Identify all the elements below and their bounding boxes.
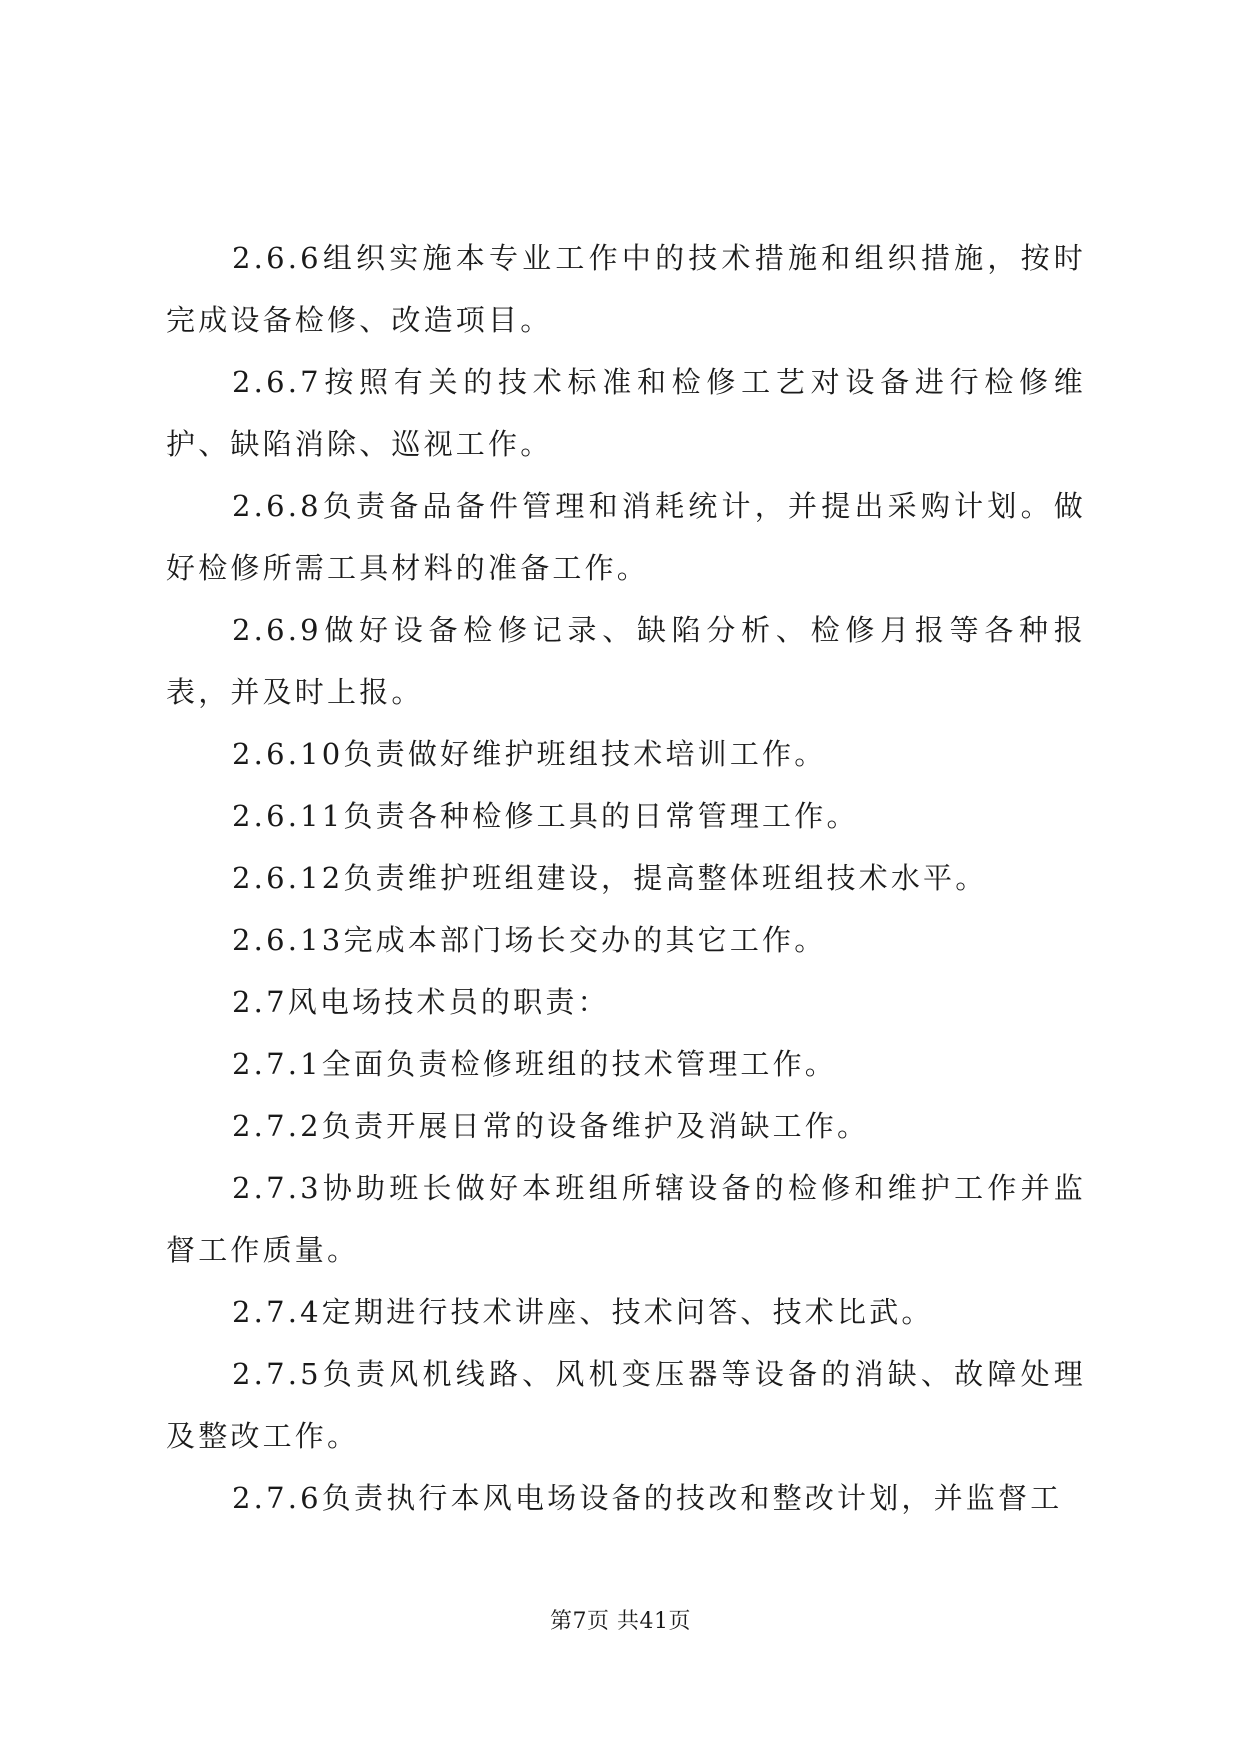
paragraph-2-7-3: 2.7.3协助班长做好本班组所辖设备的检修和维护工作并监督工作质量。 <box>166 1171 1086 1267</box>
paragraph-2-6-13: 2.6.13完成本部门场长交办的其它工作。 <box>232 923 827 957</box>
paragraph-2-6-8: 2.6.8负责备品备件管理和消耗统计，并提出采购计划。做好检修所需工具材料的准备工作。 <box>166 489 1086 585</box>
paragraph-2-7-4: 2.7.4定期进行技术讲座、技术问答、技术比武。 <box>232 1295 934 1329</box>
paragraph-2-7-1: 2.7.1全面负责检修班组的技术管理工作。 <box>232 1047 837 1081</box>
page-number-label: 第7页 共41页 <box>550 1609 691 1634</box>
paragraph-2-7-5: 2.7.5负责风机线路、风机变压器等设备的消缺、故障处理及整改工作。 <box>166 1357 1086 1453</box>
page-footer <box>0 1604 1241 1635</box>
paragraph-2-6-6: 2.6.6组织实施本专业工作中的技术措施和组织措施，按时完成设备检修、改造项目。 <box>166 241 1086 337</box>
paragraph-2-6-9: 2.6.9做好设备检修记录、缺陷分析、检修月报等各种报表，并及时上报。 <box>166 613 1086 709</box>
paragraph-2-7-6: 2.7.6负责执行本风电场设备的技改和整改计划，并监督工 <box>232 1481 1063 1515</box>
section-heading-2-7: 2.7风电场技术员的职责： <box>232 985 610 1019</box>
paragraph-2-6-12: 2.6.12负责维护班组建设，提高整体班组技术水平。 <box>232 861 988 895</box>
document-body <box>166 227 1086 1529</box>
paragraph-2-7-2: 2.7.2负责开展日常的设备维护及消缺工作。 <box>232 1109 870 1143</box>
paragraph-2-6-7: 2.6.7按照有关的技术标准和检修工艺对设备进行检修维护、缺陷消除、巡视工作。 <box>166 365 1086 461</box>
paragraph-2-6-11: 2.6.11负责各种检修工具的日常管理工作。 <box>232 799 859 833</box>
paragraph-2-6-10: 2.6.10负责做好维护班组技术培训工作。 <box>232 737 827 771</box>
